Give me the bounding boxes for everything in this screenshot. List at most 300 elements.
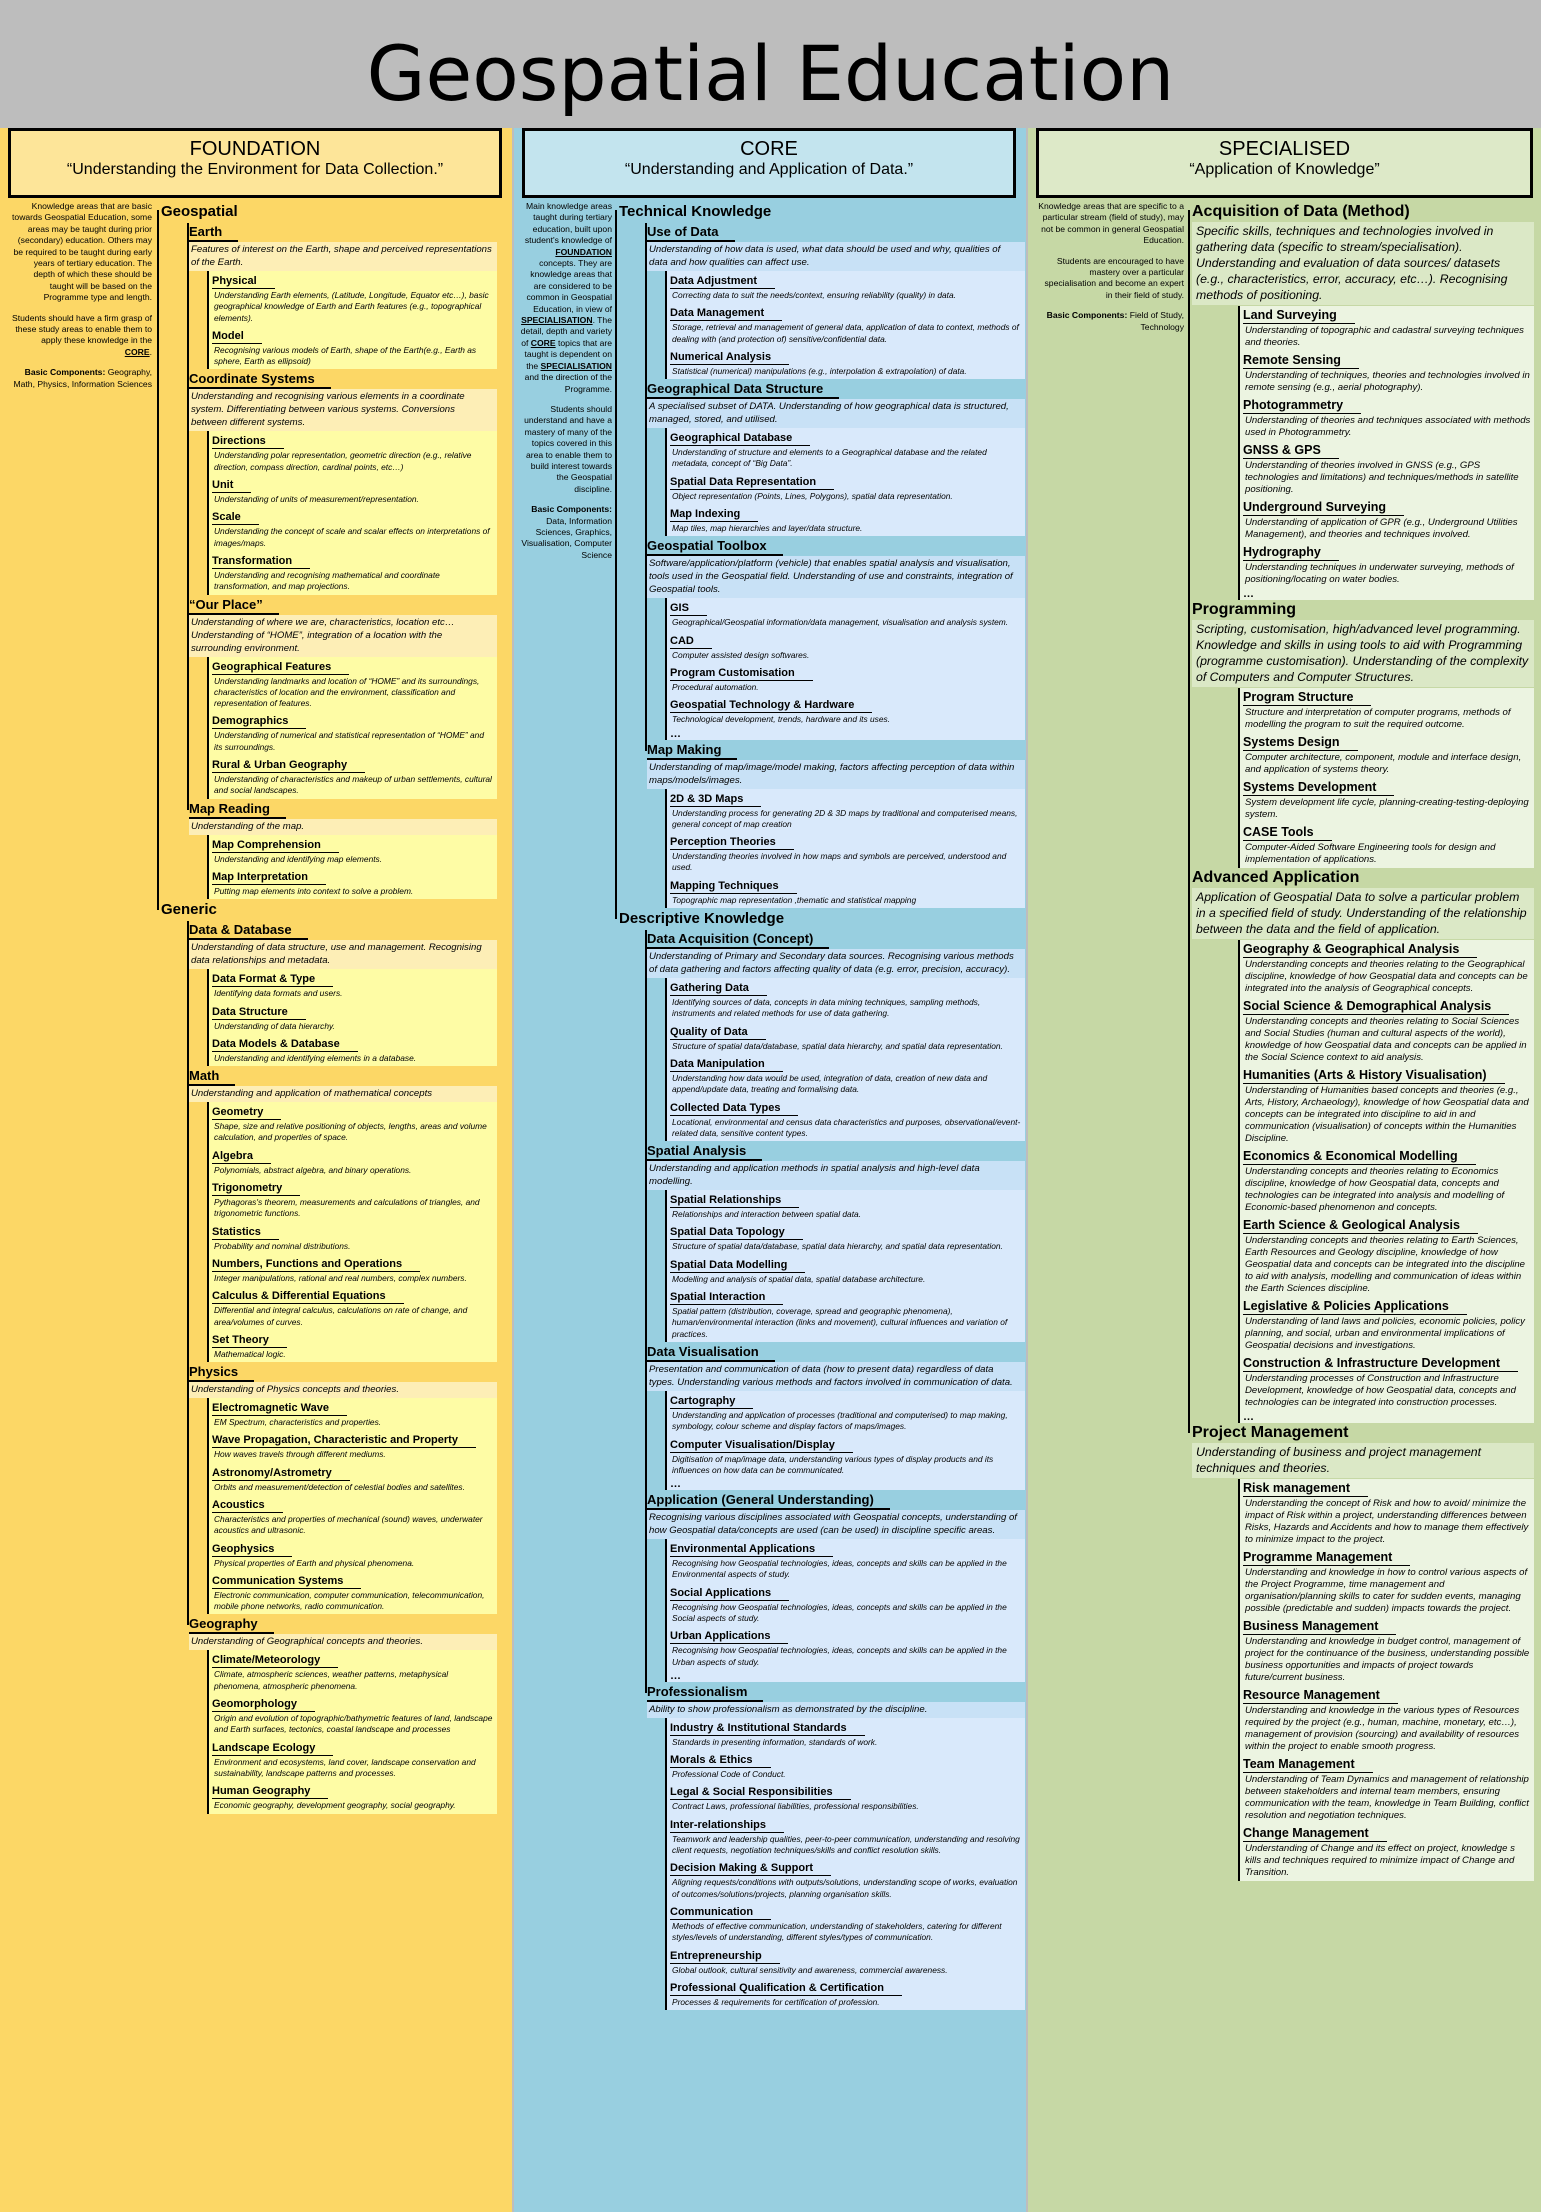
subtopic-title: Programme Management (1243, 1550, 1410, 1566)
category-title: Generic (161, 901, 217, 919)
subtopic-description: Environment and ecosystems, land cover, landscape conservation and sustainability, landscape patterns and processes. (214, 1756, 476, 1778)
section (189, 1067, 497, 1362)
section (647, 1343, 1025, 1490)
subtopic-description: Processes & requirements for certification of profession. (672, 1996, 880, 2007)
subtopic-description: Computer architecture, component, module and interface design, and application of systems theory. (1245, 752, 1522, 775)
subtopic-description: Understanding landmarks and location of “HOME” and its surroundings, characteristics of location and the environment, classification and representation of features. (214, 675, 480, 709)
subtopic-list (1238, 306, 1534, 600)
subtopic-title: Spatial Interaction (670, 1290, 783, 1305)
subtopic-title: Scale (212, 510, 259, 525)
subtopic-title: Computer Visualisation/Display (670, 1438, 853, 1453)
subtopic-description: Modelling and analysis of spatial data, spatial database architecture. (672, 1273, 926, 1284)
section-description: A specialised subset of DATA. Understanding of how geographical data is structured, managed, stored, and utilised. (647, 399, 1025, 428)
core-side-ref: SPECIALISATION (521, 315, 593, 326)
subtopic-title: Data Structure (212, 1005, 306, 1020)
subtopic-title: Statistics (212, 1225, 279, 1240)
foundation-tree (157, 202, 497, 1815)
subtopic-title: Business Management (1243, 1619, 1396, 1635)
subtopic-title: Urban Applications (670, 1629, 788, 1644)
foundation-subheading: “Understanding the Environment for Data Collection.” (66, 161, 444, 178)
subtopic-description: Understanding and knowledge in the various types of Resources required by the project (e.g., human, machine, monetary, etc…), management of provision (sourcing) and availability of resources within the project to enable smooth progress. (1245, 1705, 1520, 1752)
specialised-side-components (1036, 310, 1184, 333)
category-branch-line (187, 223, 189, 810)
specialised-side-note (1036, 201, 1184, 342)
subtopic-title: Hydrography (1243, 545, 1339, 561)
subtopic-title: GIS (670, 601, 707, 616)
subtopic-list (665, 1718, 1025, 2010)
category-title: Programming (1192, 601, 1297, 618)
subtopic-title: Numerical Analysis (670, 350, 789, 365)
specialised-subheading: “Application of Knowledge” (1189, 161, 1380, 178)
foundation-side-core-ref: CORE (124, 346, 150, 357)
section-description: Understanding and recognising various elements in a coordinate system. Differentiating between various systems. Conversions between different systems. (189, 389, 497, 431)
section-title: Geospatial Toolbox (647, 537, 783, 556)
subtopic-description: Understanding and knowledge in budget control, management of project for the continuance of the business, understanding possible business opportunities and impacts of project towards future/current business. (1245, 1636, 1530, 1683)
section (647, 741, 1025, 908)
more-ellipsis: … (1243, 588, 1254, 600)
subtopic-description: Digitisation of map/image data, understanding various types of display products and its influences on how data can be communicated. (672, 1453, 994, 1475)
subtopic-description: Understanding of data hierarchy. (214, 1020, 335, 1031)
subtopic-description: Understanding of topographic and cadastral surveying techniques and theories. (1245, 325, 1524, 348)
subtopic-title: Photogrammetry (1243, 398, 1361, 414)
subtopic-description: Teamwork and leadership qualities, peer-to-peer communication, understanding and resolving client requests, negotiation techniques/skills and conflict resolution skills. (672, 1833, 1020, 1856)
foundation-side-note (12, 201, 152, 399)
subtopic-title: Social Science & Demographical Analysis (1243, 999, 1509, 1015)
specialised-side-p2: Students are encouraged to have mastery over a particular specialisation and become an expert in their field of study. (1044, 255, 1184, 300)
subtopic-list (665, 1539, 1025, 1682)
subtopic-description: Understanding and recognising mathematical and coordinate transformation, and map projections. (214, 569, 440, 592)
core-heading: CORE (740, 138, 798, 160)
subtopic-description: System development life cycle, planning-creating-testing-deploying system. (1245, 797, 1529, 820)
subtopic-title: Professional Qualification & Certification (670, 1981, 902, 1996)
subtopic-title: Landscape Ecology (212, 1741, 333, 1756)
subtopic-description: Professional Code of Conduct. (672, 1769, 786, 1780)
subtopic-title: Model (212, 329, 262, 344)
section-title: Math (189, 1067, 235, 1086)
subtopic-description: Understanding Earth elements, (Latitude, Longitude, Equator etc…), basic geographical knowledge of Earth and Earth features (e.g., topographical elements). (214, 290, 489, 323)
subtopic-description: EM Spectrum, characteristics and properties. (214, 1417, 382, 1428)
core-side-text: topics that are taught is dependent on the (524, 337, 612, 371)
subtopic-title: Data Format & Type (212, 972, 333, 987)
subtopic-title: 2D & 3D Maps (670, 792, 761, 807)
subtopic-title: Environmental Applications (670, 1542, 833, 1557)
subtopic-description: Understanding processes of Construction and Infrastructure Development, knowledge of how Geospatial data, concepts and technologies can be integrated into construction processes. (1245, 1373, 1516, 1408)
subtopic-description: Understanding of techniques, theories and technologies involved in remote sensing (e.g., aerial photography). (1245, 370, 1530, 393)
section-title: Data & Database (189, 921, 308, 940)
subtopic-list (665, 598, 1025, 739)
category-body (1220, 940, 1534, 1423)
subtopic-title: Program Structure (1243, 690, 1371, 706)
subtopic-title: CAD (670, 634, 712, 649)
subtopic-title: Map Comprehension (212, 838, 339, 853)
subtopic-title: Quality of Data (670, 1025, 766, 1040)
subtopic-description: Computer-Aided Software Engineering tools for design and implementation of applications. (1245, 842, 1496, 865)
subtopic-description: Understanding of Change and its effect on project, knowledge s kills and techniques required to minimize impact of Change and Transition. (1245, 1843, 1515, 1878)
section (189, 596, 497, 799)
subtopic-title: Entrepreneurship (670, 1949, 780, 1964)
subtopic-description: Origin and evolution of topographic/bathymetric features of land, landscape and Earth surfaces, tectonics, coastal landscape and processes (214, 1713, 493, 1735)
subtopic-description: How waves travels through different mediums. (214, 1449, 386, 1460)
subtopic-title: Demographics (212, 714, 306, 729)
section-description: Understanding and application of mathematical concepts (189, 1086, 497, 1102)
subtopic-description: Locational, environmental and census data characteristics and purposes, observational/event-related data, sensitive content types. (672, 1116, 1021, 1138)
subtopic-list (207, 1650, 497, 1813)
section (647, 1142, 1025, 1342)
subtopic-title: Data Models & Database (212, 1037, 358, 1052)
section-description: Software/application/platform (vehicle) that enables spatial analysis and visualisation, tools used in the Geospatial field. Understanding of use and constraints, integration of Geospatial tools. (647, 556, 1025, 598)
subtopic-title: Data Management (670, 306, 782, 321)
section-title: Data Visualisation (647, 1343, 775, 1362)
specialised-header (1036, 128, 1533, 198)
subtopic-title: Physical (212, 274, 275, 289)
subtopic-title: Underground Surveying (1243, 500, 1404, 516)
foundation-heading: FOUNDATION (189, 138, 321, 160)
subtopic-title: Geography & Geographical Analysis (1243, 942, 1477, 958)
subtopic-description: Structure and interpretation of computer programs, methods of modelling the program to suit the required outcome. (1245, 707, 1511, 730)
subtopic-description: Identifying sources of data, concepts in data mining techniques, sampling methods, instruments and related methods for use of data gathering. (672, 997, 981, 1019)
core-side-ref: SPECIALISATION (540, 360, 612, 371)
category-title: Descriptive Knowledge (619, 910, 785, 928)
subtopic-title: Geospatial Technology & Hardware (670, 698, 872, 713)
subtopic-title: Communication (670, 1905, 771, 1920)
subtopic-description: Economic geography, development geography, social geography. (214, 1800, 456, 1811)
subtopic-title: Algebra (212, 1149, 271, 1164)
core-side-text: Main knowledge areas taught during tertiary education, built upon student's knowledge of (524, 201, 612, 246)
subtopic-description: Understanding of land laws and policies, economic policies, policy planning, and social, urban and environmental implications of Geospatial decisions and investigations. (1245, 1316, 1525, 1351)
core-side-ref: FOUNDATION (555, 246, 612, 257)
foundation-header (8, 128, 502, 198)
category (157, 900, 497, 1813)
subtopic-title: Construction & Infrastructure Development (1243, 1356, 1518, 1372)
subtopic-title: Numbers, Functions and Operations (212, 1257, 420, 1272)
subtopic-title: Earth Science & Geological Analysis (1243, 1218, 1478, 1234)
section (647, 537, 1025, 739)
subtopic-title: Mapping Techniques (670, 879, 797, 894)
section-description: Understanding of Physics concepts and theories. (189, 1382, 497, 1398)
more-ellipsis: … (1243, 1411, 1254, 1423)
foundation-column (0, 128, 512, 2212)
subtopic-description: Pythagoras's theorem, measurements and calculations of triangles, and trigonometric functions. (214, 1197, 480, 1219)
subtopic-title: Social Applications (670, 1586, 789, 1601)
subtopic-description: Aligning requests/conditions with outputs/solutions, understanding scope of works, evaluation of outcomes/solutions/projects, planning organisation skills. (672, 1877, 1018, 1899)
subtopic-description: Global outlook, cultural sensitivity and awareness, commercial awareness. (672, 1964, 948, 1975)
subtopic-description: Understanding and identifying elements in a database. (214, 1052, 417, 1063)
subtopic-title: Land Surveying (1243, 308, 1355, 324)
core-side-note (520, 201, 612, 570)
subtopic-description: Polynomials, abstract algebra, and binary operations. (214, 1164, 412, 1175)
foundation-side-p1: Knowledge areas that are basic towards Geospatial Education, some areas may be taught during prior (secondary) education. Others may be required to be taught during early years of tertiary education. The depth of which these should be taught will be based on the Programme type and length. (12, 201, 152, 303)
category (1188, 600, 1534, 868)
section-description: Presentation and communication of data (how to present data) regardless of data types. Understanding various methods and factors involved in communication of data. (647, 1362, 1025, 1391)
category-description: Understanding of business and project management techniques and theories. (1192, 1443, 1534, 1478)
section-description: Understanding of data structure, use and management. Recognising data relationships and metadata. (189, 940, 497, 969)
subtopic-description: Understanding of numerical and statistical representation of “HOME” and its surroundings. (214, 730, 484, 752)
category-title: Advanced Application (1192, 869, 1360, 886)
category (1188, 1423, 1534, 1881)
category-title: Technical Knowledge (619, 203, 772, 220)
subtopic-description: Object representation (Points, Lines, Polygons), spatial data representation. (672, 490, 953, 501)
subtopic-description: Methods of effective communication, understanding of stakeholders, catering for different styles/levels of understanding, different styles/types of communication. (672, 1920, 1002, 1943)
core-header (522, 128, 1016, 198)
section-description: Understanding and application methods in spatial analysis and high-level data modelling. (647, 1161, 1025, 1190)
subtopic-description: Understanding of theories and techniques associated with methods used in Photogrammetry. (1245, 415, 1531, 438)
subtopic-title: Unit (212, 478, 251, 493)
subtopic-description: Understanding the concept of Risk and how to avoid/ minimize the impact of Risk within a project, understanding differences between Risks, Hazards and Accidents and how to manage them effectively to minimize impact to the project. (1245, 1498, 1529, 1545)
category (615, 202, 1025, 908)
subtopic-list (1238, 940, 1534, 1423)
subtopic-title: Program Customisation (670, 666, 813, 681)
section-description: Understanding of where we are, characteristics, location etc… Understanding of “HOME”, integration of a location with the surrounding environment. (189, 615, 497, 657)
core-column (514, 128, 1026, 2212)
subtopic-description: Characteristics and properties of mechanical (sound) waves, underwater acoustics and ultrasonic. (214, 1513, 483, 1536)
specialised-tree (1188, 202, 1534, 1881)
subtopic-title: Wave Propagation, Characteristic and Property (212, 1433, 476, 1448)
subtopic-description: Recognising various models of Earth, shape of the Earth(e.g., Earth as sphere, Earth as ellipsoid) (214, 344, 477, 367)
basic-components-label: Basic Components: (1046, 310, 1128, 321)
subtopic-description: Understanding concepts and theories relating to the Geographical discipline, knowledge of how Geospatial data and concepts can be integrated into the analysis of Geographical concepts. (1245, 959, 1528, 994)
subtopic-title: Systems Development (1243, 780, 1394, 796)
subtopic-title: Data Manipulation (670, 1057, 783, 1072)
subtopic-description: Recognising how Geospatial technologies, ideas, concepts and skills can be applied in the Urban aspects of study. (672, 1645, 1007, 1667)
category-title: Geospatial (161, 203, 238, 220)
category-body (189, 223, 497, 899)
subtopic-title: Inter-relationships (670, 1818, 784, 1833)
subtopic-title: Geographical Database (670, 431, 810, 446)
subtopic-title: Remote Sensing (1243, 353, 1359, 369)
subtopic-description: Map tiles, map hierarchies and layer/data structure. (672, 523, 863, 534)
subtopic-description: Understanding techniques in underwater surveying, methods of positioning/locating on water bodies. (1245, 562, 1514, 585)
subtopic-title: CASE Tools (1243, 825, 1332, 841)
subtopic-description: Understanding and identifying map elements. (214, 853, 383, 864)
subtopic-title: Systems Design (1243, 735, 1358, 751)
subtopic-description: Understanding of Team Dynamics and management of relationship between stakeholders and internal team members, ensuring communication with the team, knowledge in Team Building, conflict resolution and negotiation techniques. (1245, 1774, 1529, 1821)
section (647, 930, 1025, 1141)
subtopic-title: Acoustics (212, 1498, 283, 1513)
subtopic-list (207, 835, 497, 900)
subtopic-description: Standards in presenting information, standards of work. (672, 1736, 878, 1747)
foundation-side-text: Students should have a firm grasp of these study areas to enable them to apply these knowledge in the (12, 312, 152, 346)
section-title: Physics (189, 1363, 254, 1382)
specialised-heading: SPECIALISED (1218, 138, 1351, 160)
subtopic-title: Communication Systems (212, 1574, 361, 1589)
subtopic-title: Set Theory (212, 1333, 287, 1348)
subtopic-description: Understanding of units of measurement/representation. (214, 494, 419, 505)
subtopic-title: Industry & Institutional Standards (670, 1721, 865, 1736)
subtopic-list (1238, 688, 1534, 868)
foundation-side-p2 (12, 313, 152, 359)
subtopic-list (207, 657, 497, 799)
subtopic-description: Probability and nominal distributions. (214, 1240, 351, 1251)
basic-components-text: Data, Information Sciences, Graphics, Visualisation, Computer Science (521, 515, 612, 560)
core-side-ref: CORE (530, 337, 556, 348)
subtopic-description: Understanding of theories involved in GNSS (e.g., GPS technologies and limitations) and techniques/methods in satellite positioning. (1245, 460, 1519, 495)
section-title: Spatial Analysis (647, 1142, 762, 1161)
subtopic-description: Recognising how Geospatial technologies, ideas, concepts and skills can be applied in the Social aspects of study. (672, 1601, 1007, 1623)
subtopic-list (207, 431, 497, 594)
subtopic-description: Contract Laws, professional liabilities, professional responsibilities. (672, 1801, 919, 1812)
section (189, 1363, 497, 1614)
category-branch-line (187, 921, 189, 1625)
core-side-text: . The detail, depth and variety of (520, 315, 612, 348)
category (615, 909, 1025, 2010)
subtopic-title: Cartography (670, 1394, 753, 1409)
subtopic-description: Statistical (numerical) manipulations (e.g., interpolation & extrapolation) of data. (672, 365, 967, 376)
category-body (189, 921, 497, 1813)
section-title: Geography (189, 1615, 274, 1634)
section-title: Map Reading (189, 800, 286, 819)
section (647, 380, 1025, 536)
category-body (1220, 306, 1534, 600)
core-side-p1 (520, 201, 612, 395)
subtopic-description: Storage, retrieval and management of general data, application of data to context, methods of dealing with (and protection of) sensitive/confidential data. (672, 322, 1019, 344)
subtopic-description: Physical properties of Earth and physical phenomena. (214, 1557, 415, 1568)
subtopic-description: Structure of spatial data/database, spatial data hierarchy, and spatial data representation. (672, 1241, 1003, 1252)
section-description: Understanding of the map. (189, 819, 497, 835)
section-description: Features of interest on the Earth, shape and perceived representations of the Earth. (189, 242, 497, 271)
specialised-column (1028, 128, 1541, 2212)
subtopic-title: Trigonometry (212, 1181, 300, 1196)
subtopic-description: Structure of spatial data/database, spatial data hierarchy, and spatial data representation. (672, 1040, 1003, 1051)
category (157, 202, 497, 899)
subtopic-description: Understanding polar representation, geometric direction (e.g., relative direction, compass direction, cardinal points, etc…) (214, 450, 472, 472)
section-title: Use of Data (647, 223, 735, 242)
subtopic-description: Computer assisted design softwares. (672, 649, 810, 660)
subtopic-list (665, 1190, 1025, 1342)
subtopic-title: Spatial Data Representation (670, 475, 834, 490)
section-description: Recognising various disciplines associated with Geospatial concepts, understanding of how Geospatial data/concepts are used (can be used) in discipline specific areas. (647, 1510, 1025, 1539)
subtopic-description: Identifying data formats and users. (214, 988, 343, 999)
subtopic-list (207, 1102, 497, 1362)
subtopic-description: Understanding concepts and theories relating to Social Sciences and Social Studies (human and cultural aspects of the world), knowledge of how Geospatial data and concepts can be applied in the Social Science context to aid analysis. (1245, 1016, 1527, 1063)
section-description: Ability to show professionalism as demonstrated by the discipline. (647, 1702, 1025, 1718)
subtopic-title: Human Geography (212, 1784, 328, 1799)
subtopic-description: Understanding of characteristics and makeup of urban settlements, cultural and social landscapes. (214, 774, 492, 796)
subtopic-description: Differential and integral calculus, calculations on rate of change, and area/volumes of curves. (214, 1305, 468, 1327)
subtopic-description: Correcting data to suit the needs/context, ensuring reliability (quality) in data. (672, 290, 956, 300)
subtopic-title: Decision Making & Support (670, 1861, 831, 1876)
subtopic-description: Geographical/Geospatial information/data management, visualisation and analysis system. (672, 617, 1009, 628)
subtopic-title: Economics & Economical Modelling (1243, 1149, 1476, 1165)
section (647, 1683, 1025, 2010)
section-description: Understanding of map/image/model making, factors affecting perception of data within maps/models/images. (647, 760, 1025, 789)
subtopic-description: Electronic communication, computer communication, telecommunication, mobile phone networks, radio communication. (214, 1589, 485, 1612)
basic-components-text: Geography, Math, Physics, Information Sciences (13, 367, 152, 389)
subtopic-title: Geographical Features (212, 660, 349, 675)
section (189, 800, 497, 900)
section-description: Understanding of Primary and Secondary data sources. Recognising various methods of data gathering and factors affecting quality of data (e.g. error, precision, accuracy). (647, 949, 1025, 978)
subtopic-title: Spatial Relationships (670, 1193, 799, 1208)
subtopic-description: Understanding concepts and theories relating to Earth Sciences, Earth Resources and Geology discipline, knowledge of how Geospatial data and concepts can be integrated into the discipline to aid with analysis, modelling and communication of ideas within the Earth Sciences discipline. (1245, 1235, 1526, 1294)
subtopic-list (207, 271, 497, 369)
more-ellipsis: … (670, 1478, 681, 1491)
subtopic-description: Understanding concepts and theories relating to Economics discipline, knowledge of how Geospatial data, concepts and technologies can be integrated into analysis and modelling of Economic-based phenomenon and concepts. (1245, 1166, 1505, 1213)
more-ellipsis: … (670, 1669, 681, 1682)
foundation-side-text: . (149, 346, 152, 357)
subtopic-description: Understanding theories involved in how maps and symbols are perceived, understood and used. (672, 851, 1007, 873)
section (647, 1491, 1025, 1682)
core-side-p2: Students should understand and have a mastery of many of the topics covered in this area to enable them to build interest towards the Geospatial discipline. (524, 403, 612, 494)
subtopic-description: Understanding of Humanities based concepts and theories (e.g., Arts, History, Archaeology), knowledge of how Geospatial data and concepts can be integrated into discipline to aid in and communication (visualisation) of concepts within the Humanities Discipline. (1245, 1085, 1529, 1144)
subtopic-title: Spatial Data Modelling (670, 1258, 805, 1273)
subtopic-title: Gathering Data (670, 981, 767, 996)
subtopic-title: Risk management (1243, 1481, 1368, 1497)
subtopic-description: Procedural automation. (672, 681, 759, 692)
subtopic-title: Legal & Social Responsibilities (670, 1785, 851, 1800)
subtopic-title: Transformation (212, 554, 310, 569)
subtopic-title: Geomorphology (212, 1697, 315, 1712)
category (1188, 868, 1534, 1423)
category-body (1220, 1479, 1534, 1881)
subtopic-description: Topographic map representation ,thematic and statistical mapping (672, 894, 917, 905)
subtopic-title: Electromagnetic Wave (212, 1401, 347, 1416)
subtopic-title: Resource Management (1243, 1688, 1398, 1704)
subtopic-title: Calculus & Differential Equations (212, 1289, 404, 1304)
subtopic-title: GNSS & GPS (1243, 443, 1339, 459)
category-description: Application of Geospatial Data to solve a particular problem in a specified field of study. Understanding of the relationship between the data and the field of application. (1192, 888, 1534, 939)
subtopic-list (1238, 1479, 1534, 1881)
subtopic-title: Map Indexing (670, 507, 758, 522)
basic-components-text: Field of Study, Technology (1127, 310, 1184, 332)
subtopic-description: Spatial pattern (distribution, coverage, spread and geographic phenomena), human/environmental interaction (links and movement), cultural influences and variation of practices. (672, 1306, 1008, 1339)
section-title: Coordinate Systems (189, 370, 331, 389)
subtopic-list (665, 428, 1025, 536)
section (189, 223, 497, 369)
category-title: Acquisition of Data (Method) (1192, 203, 1410, 220)
basic-components-label: Basic Components: (24, 367, 106, 378)
section (647, 223, 1025, 379)
section-title: Data Acquisition (Concept) (647, 930, 829, 949)
subtopic-list (665, 271, 1025, 379)
section-title: Application (General Understanding) (647, 1491, 890, 1510)
subtopic-list (665, 978, 1025, 1141)
subtopic-description: Relationships and interaction between spatial data. (672, 1209, 862, 1220)
section (189, 921, 497, 1066)
subtopic-title: Perception Theories (670, 835, 794, 850)
section-title: Professionalism (647, 1683, 763, 1702)
subtopic-title: Morals & Ethics (670, 1753, 771, 1768)
subtopic-description: Understanding how data would be used, integration of data, creation of new data and append/update data, treating and formalising data. (672, 1072, 988, 1095)
category-branch-line (645, 223, 647, 751)
subtopic-description: Shape, size and relative positioning of objects, lengths, areas and volume calculation, and properties of space. (214, 1121, 487, 1143)
basic-components-label: Basic Components: (531, 504, 612, 515)
subtopic-list (665, 789, 1025, 908)
subtopic-description: Understanding and application of processes (traditional and computerised) to map making, symbology, colour scheme and display factors of maps/images. (672, 1409, 1008, 1432)
subtopic-title: Geometry (212, 1105, 281, 1120)
subtopic-description: Understanding and knowledge in how to control various aspects of the Project Programme, time management and organisation/planning skills to cater for sudden events, managing possible (predictable and sudden) impacts towards the project. (1245, 1567, 1528, 1614)
subtopic-title: Spatial Data Topology (670, 1225, 803, 1240)
core-side-components (520, 504, 612, 561)
subtopic-description: Technological development, trends, hardware and its uses. (672, 714, 891, 725)
foundation-side-components (12, 367, 152, 390)
subtopic-description: Understanding process for generating 2D & 3D maps by traditional and computerised means, general concept of map creation (672, 807, 1018, 829)
subtopic-description: Understanding the concept of scale and scalar effects on interpretations of images/maps. (214, 526, 490, 548)
subtopic-description: Mathematical logic. (214, 1348, 286, 1359)
section-description: Understanding of Geographical concepts and theories. (189, 1634, 497, 1650)
section-description: Understanding of how data is used, what data should be used and why, qualities of data and how qualities can affect use. (647, 242, 1025, 271)
page-title: Geospatial Education (366, 29, 1175, 118)
subtopic-list (665, 1391, 1025, 1490)
subtopic-list (207, 969, 497, 1066)
subtopic-description: Integer manipulations, rational and real numbers, complex numbers. (214, 1272, 467, 1283)
subtopic-description: Orbits and measurement/detection of celestial bodies and satellites. (214, 1481, 465, 1492)
subtopic-title: Humanities (Arts & History Visualisation) (1243, 1068, 1505, 1084)
subtopic-title: Collected Data Types (670, 1101, 798, 1116)
subtopic-title: Directions (212, 434, 284, 449)
section-title: Map Making (647, 741, 737, 760)
subtopic-description: Understanding of structure and elements to a Geographical database and the related metadata, concept of “Big Data”. (672, 447, 987, 469)
subtopic-description: Recognising how Geospatial technologies, ideas, concepts and skills can be applied in the Environmental aspects of study. (672, 1558, 1007, 1580)
subtopic-description: Understanding of application of GPR (e.g., Underground Utilities Management), and theories and techniques involved. (1245, 517, 1518, 540)
